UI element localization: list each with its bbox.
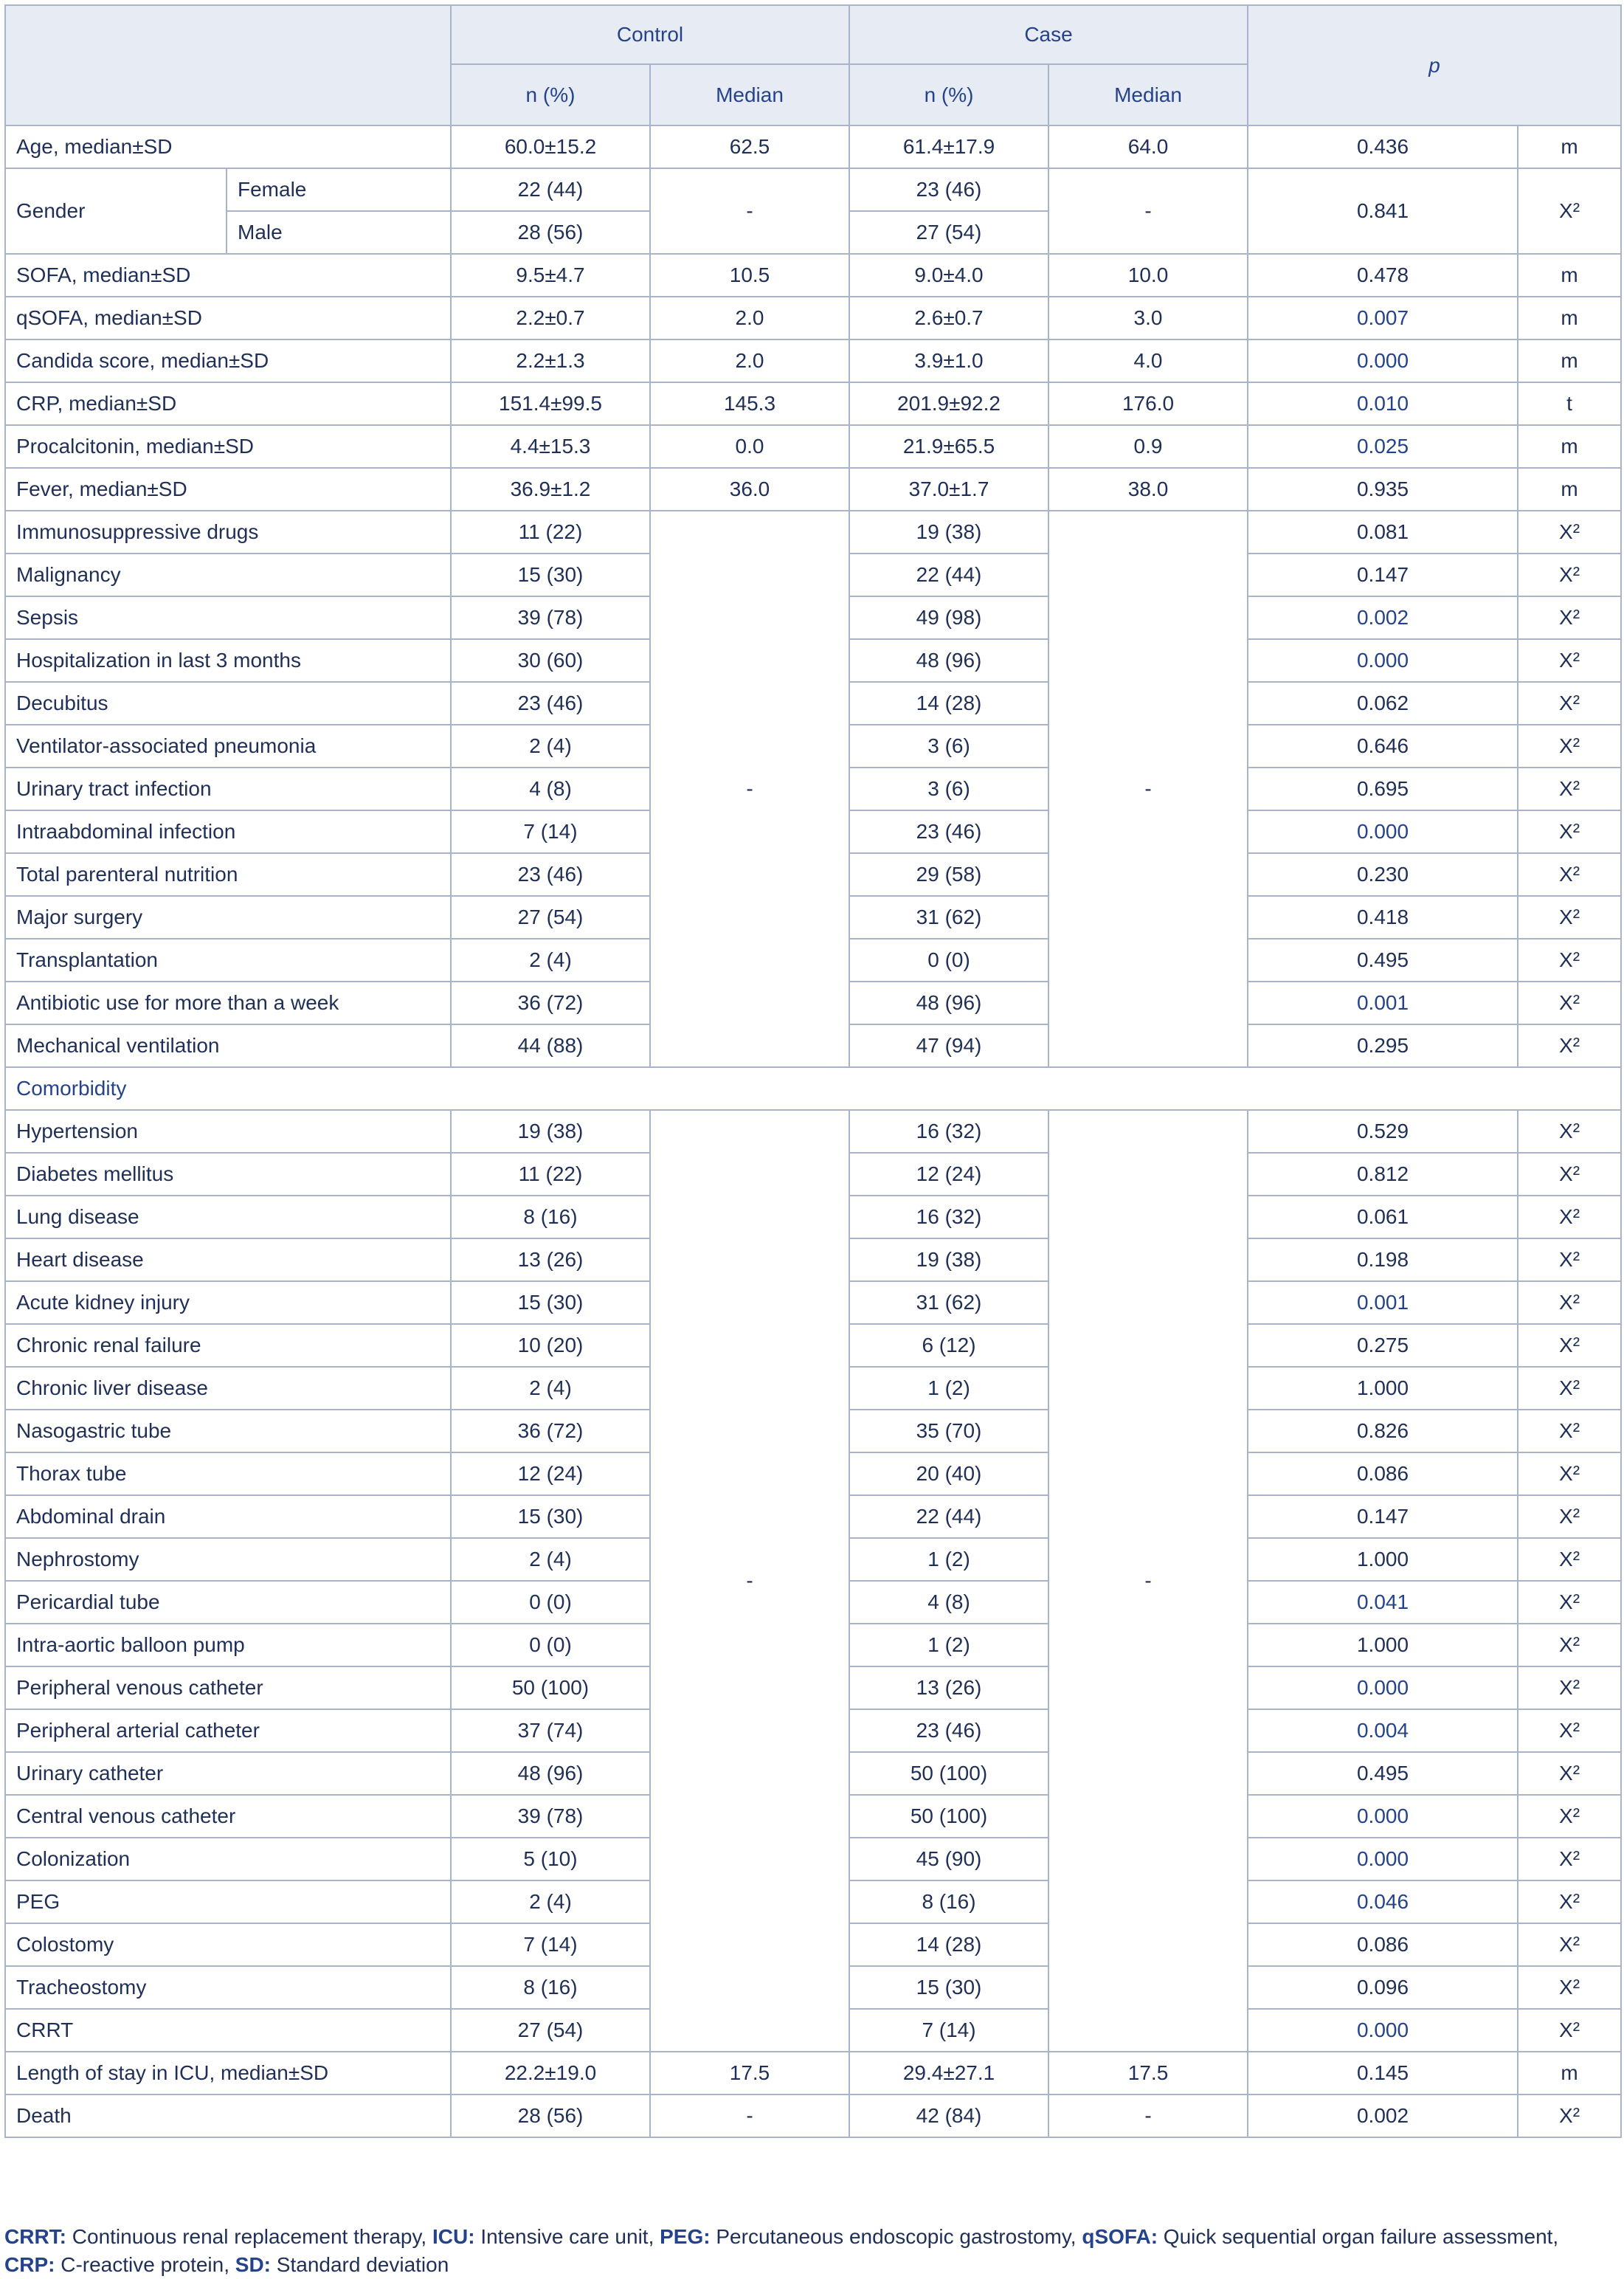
p-value: 0.230: [1248, 853, 1518, 896]
p-value: 0.295: [1248, 1024, 1518, 1067]
row-label: Peripheral arterial catheter: [5, 1709, 451, 1752]
table-row: [5, 339, 1621, 382]
case-n: 48 (96): [849, 982, 1048, 1024]
control-n: 2 (4): [451, 1880, 650, 1923]
control-n: 2.2±1.3: [451, 339, 650, 382]
table-row: [5, 382, 1621, 425]
row-label: Tracheostomy: [5, 1966, 451, 2009]
control-n: 8 (16): [451, 1966, 650, 2009]
case-n: 201.9±92.2: [849, 382, 1048, 425]
case-n: 20 (40): [849, 1452, 1048, 1495]
case-n: 50 (100): [849, 1795, 1048, 1838]
case-n: 3.9±1.0: [849, 339, 1048, 382]
p-value: 0.007: [1248, 297, 1518, 339]
footnote-text: Standard deviation: [271, 2253, 449, 2276]
control-median: 2.0: [650, 339, 849, 382]
p-value: 0.695: [1248, 768, 1518, 810]
test-type: X²: [1518, 1452, 1621, 1495]
row-label: Major surgery: [5, 896, 451, 939]
row-label: qSOFA, median±SD: [5, 297, 451, 339]
p-value: 0.478: [1248, 254, 1518, 297]
row-label: Nephrostomy: [5, 1538, 451, 1581]
row-label: Colostomy: [5, 1923, 451, 1966]
footnote: [4, 2223, 1620, 2279]
test-type: m: [1518, 339, 1621, 382]
control-n: 28 (56): [451, 2094, 650, 2137]
test-type: X²: [1518, 1795, 1621, 1838]
p-value: 0.096: [1248, 1966, 1518, 2009]
test-type: m: [1518, 468, 1621, 511]
case-n: 1 (2): [849, 1538, 1048, 1581]
case-n: 23 (46): [849, 1709, 1048, 1752]
header-case-median: Median: [1048, 64, 1248, 125]
row-label: Ventilator-associated pneumonia: [5, 725, 451, 768]
case-n: 16 (32): [849, 1110, 1048, 1153]
test-type: X²: [1518, 639, 1621, 682]
case-n: 45 (90): [849, 1838, 1048, 1880]
test-type: X²: [1518, 1196, 1621, 1238]
case-n: 23 (46): [849, 810, 1048, 853]
case-median: 64.0: [1048, 125, 1248, 168]
p-value: 0.812: [1248, 1153, 1518, 1196]
row-label: Colonization: [5, 1838, 451, 1880]
control-n: 151.4±99.5: [451, 382, 650, 425]
table-row: [5, 425, 1621, 468]
footnote-abbr: PEG:: [660, 2225, 711, 2248]
case-n: 47 (94): [849, 1024, 1048, 1067]
test-type: X²: [1518, 1666, 1621, 1709]
control-median: 17.5: [650, 2052, 849, 2094]
control-n: 39 (78): [451, 596, 650, 639]
control-median: 2.0: [650, 297, 849, 339]
test-type: X²: [1518, 939, 1621, 982]
gender-label: Gender: [5, 168, 227, 254]
control-n: 27 (54): [451, 896, 650, 939]
row-label: Intra-aortic balloon pump: [5, 1624, 451, 1666]
table-row: [5, 468, 1621, 511]
control-n: 44 (88): [451, 1024, 650, 1067]
p-value: 0.495: [1248, 1752, 1518, 1795]
row-label: Urinary catheter: [5, 1752, 451, 1795]
test-type: m: [1518, 2052, 1621, 2094]
case-n: 9.0±4.0: [849, 254, 1048, 297]
control-median: 62.5: [650, 125, 849, 168]
test-type: X²: [1518, 768, 1621, 810]
row-label: Sepsis: [5, 596, 451, 639]
control-n: 11 (22): [451, 1153, 650, 1196]
row-label: Thorax tube: [5, 1452, 451, 1495]
test-type: X²: [1518, 1966, 1621, 2009]
control-n: 2 (4): [451, 939, 650, 982]
case-n: 8 (16): [849, 1880, 1048, 1923]
case-median: 3.0: [1048, 297, 1248, 339]
p-value: 0.001: [1248, 1281, 1518, 1324]
control-median-merged: -: [650, 1110, 849, 2052]
p-value: 0.529: [1248, 1110, 1518, 1153]
p-value: 0.147: [1248, 554, 1518, 596]
test-type: X²: [1518, 1410, 1621, 1452]
p-value: 0.436: [1248, 125, 1518, 168]
p-value: 0.086: [1248, 1923, 1518, 1966]
header-control: Control: [451, 5, 849, 64]
control-n: 36 (72): [451, 1410, 650, 1452]
table-row: [5, 2052, 1621, 2094]
table-row: [5, 297, 1621, 339]
row-label: Abdominal drain: [5, 1495, 451, 1538]
header-case: Case: [849, 5, 1248, 64]
p-value: 0.000: [1248, 1666, 1518, 1709]
data-table: [4, 4, 1622, 2138]
test-type: X²: [1518, 1281, 1621, 1324]
case-n: 49 (98): [849, 596, 1048, 639]
control-n: 10 (20): [451, 1324, 650, 1367]
control-n: 8 (16): [451, 1196, 650, 1238]
case-n: 12 (24): [849, 1153, 1048, 1196]
row-label: Hypertension: [5, 1110, 451, 1153]
footnote-abbr: CRRT:: [4, 2225, 66, 2248]
p-value: 0.004: [1248, 1709, 1518, 1752]
control-n: 15 (30): [451, 1495, 650, 1538]
control-n: 30 (60): [451, 639, 650, 682]
row-label: Age, median±SD: [5, 125, 451, 168]
control-n: 50 (100): [451, 1666, 650, 1709]
row-label: Transplantation: [5, 939, 451, 982]
control-n: 60.0±15.2: [451, 125, 650, 168]
control-n: 5 (10): [451, 1838, 650, 1880]
case-n: 13 (26): [849, 1666, 1048, 1709]
row-label: Pericardial tube: [5, 1581, 451, 1624]
test-type: X²: [1518, 682, 1621, 725]
control-n: 27 (54): [451, 2009, 650, 2052]
p-value: 0.000: [1248, 810, 1518, 853]
test-type: m: [1518, 425, 1621, 468]
control-n: 11 (22): [451, 511, 650, 554]
row-label: Intraabdominal infection: [5, 810, 451, 853]
case-n: 35 (70): [849, 1410, 1048, 1452]
p-value: 0.000: [1248, 339, 1518, 382]
case-n: 0 (0): [849, 939, 1048, 982]
control-n: 0 (0): [451, 1581, 650, 1624]
p-value: 0.418: [1248, 896, 1518, 939]
row-label: Heart disease: [5, 1238, 451, 1281]
table-row: [5, 168, 1621, 211]
p-value: 0.062: [1248, 682, 1518, 725]
footnote-text: C-reactive protein,: [55, 2253, 235, 2276]
row-label: Malignancy: [5, 554, 451, 596]
test-type: X²: [1518, 896, 1621, 939]
row-label: Central venous catheter: [5, 1795, 451, 1838]
case-n: 23 (46): [849, 168, 1048, 211]
test-type: X²: [1518, 1238, 1621, 1281]
case-n: 1 (2): [849, 1367, 1048, 1410]
case-n: 29 (58): [849, 853, 1048, 896]
case-median: 17.5: [1048, 2052, 1248, 2094]
control-n: 22.2±19.0: [451, 2052, 650, 2094]
p-value: 0.198: [1248, 1238, 1518, 1281]
case-n: 16 (32): [849, 1196, 1048, 1238]
control-n: 39 (78): [451, 1795, 650, 1838]
case-n: 19 (38): [849, 511, 1048, 554]
row-label: Diabetes mellitus: [5, 1153, 451, 1196]
p-value: 0.646: [1248, 725, 1518, 768]
p-value: 0.826: [1248, 1410, 1518, 1452]
test-type: X²: [1518, 1709, 1621, 1752]
test-type: X²: [1518, 511, 1621, 554]
row-label: Total parenteral nutrition: [5, 853, 451, 896]
test-type: X²: [1518, 2094, 1621, 2137]
row-label: Procalcitonin, median±SD: [5, 425, 451, 468]
row-label: Lung disease: [5, 1196, 451, 1238]
p-value: 1.000: [1248, 1367, 1518, 1410]
p-value: 0.025: [1248, 425, 1518, 468]
row-label: CRP, median±SD: [5, 382, 451, 425]
footnote-abbr: CRP:: [4, 2253, 55, 2276]
test-type: X²: [1518, 1538, 1621, 1581]
case-n: 42 (84): [849, 2094, 1048, 2137]
control-n: 23 (46): [451, 853, 650, 896]
case-n: 21.9±65.5: [849, 425, 1048, 468]
test-type: X²: [1518, 554, 1621, 596]
row-label: Candida score, median±SD: [5, 339, 451, 382]
row-label: Hospitalization in last 3 months: [5, 639, 451, 682]
case-n: 6 (12): [849, 1324, 1048, 1367]
p-value: 0.002: [1248, 2094, 1518, 2137]
p-value: 0.145: [1248, 2052, 1518, 2094]
footnote-text: Continuous renal replacement therapy,: [66, 2225, 432, 2248]
control-n: 37 (74): [451, 1709, 650, 1752]
test-type: X²: [1518, 1110, 1621, 1153]
test-type: m: [1518, 125, 1621, 168]
control-n: 28 (56): [451, 211, 650, 254]
row-label: Immunosuppressive drugs: [5, 511, 451, 554]
section-comorbidity: Comorbidity: [5, 1067, 1621, 1110]
control-n: 2 (4): [451, 1538, 650, 1581]
control-median-merged: -: [650, 511, 849, 1067]
case-median: -: [1048, 2094, 1248, 2137]
case-n: 7 (14): [849, 2009, 1048, 2052]
case-median: 176.0: [1048, 382, 1248, 425]
table-row: [5, 511, 1621, 554]
row-label: Length of stay in ICU, median±SD: [5, 2052, 451, 2094]
control-n: 23 (46): [451, 682, 650, 725]
row-label: Urinary tract infection: [5, 768, 451, 810]
p-value: 0.495: [1248, 939, 1518, 982]
p-value: 0.002: [1248, 596, 1518, 639]
control-n: 36 (72): [451, 982, 650, 1024]
header-corner: [5, 5, 451, 125]
p-value: 0.010: [1248, 382, 1518, 425]
case-median: -: [1048, 168, 1248, 254]
case-n: 19 (38): [849, 1238, 1048, 1281]
test-type: X²: [1518, 596, 1621, 639]
table-body: [5, 125, 1621, 2137]
test-type: X²: [1518, 1367, 1621, 1410]
case-n: 31 (62): [849, 1281, 1048, 1324]
case-n: 29.4±27.1: [849, 2052, 1048, 2094]
p-value: 1.000: [1248, 1624, 1518, 1666]
case-median-merged: -: [1048, 1110, 1248, 2052]
case-n: 14 (28): [849, 1923, 1048, 1966]
case-n: 22 (44): [849, 1495, 1048, 1538]
test-type: X²: [1518, 1153, 1621, 1196]
control-median: -: [650, 168, 849, 254]
gender-female-label: Female: [227, 168, 451, 211]
control-n: 12 (24): [451, 1452, 650, 1495]
control-n: 15 (30): [451, 554, 650, 596]
table-row: [5, 1110, 1621, 1153]
control-n: 2.2±0.7: [451, 297, 650, 339]
p-value: 0.000: [1248, 2009, 1518, 2052]
control-n: 13 (26): [451, 1238, 650, 1281]
test-type: X²: [1518, 168, 1621, 254]
test-type: m: [1518, 254, 1621, 297]
case-n: 61.4±17.9: [849, 125, 1048, 168]
table-row: [5, 125, 1621, 168]
row-label: Antibiotic use for more than a week: [5, 982, 451, 1024]
test-type: X²: [1518, 2009, 1621, 2052]
table-row: [5, 254, 1621, 297]
case-median-merged: -: [1048, 511, 1248, 1067]
test-type: X²: [1518, 1838, 1621, 1880]
p-value: 0.001: [1248, 982, 1518, 1024]
control-n: 7 (14): [451, 810, 650, 853]
p-value: 0.275: [1248, 1324, 1518, 1367]
footnote-abbr: qSOFA:: [1082, 2225, 1158, 2248]
case-n: 48 (96): [849, 639, 1048, 682]
footnote-abbr: ICU:: [432, 2225, 475, 2248]
case-n: 27 (54): [849, 211, 1048, 254]
test-type: X²: [1518, 1024, 1621, 1067]
test-type: X²: [1518, 1581, 1621, 1624]
case-median: 38.0: [1048, 468, 1248, 511]
p-value: 0.000: [1248, 639, 1518, 682]
test-type: X²: [1518, 1923, 1621, 1966]
test-type: X²: [1518, 1495, 1621, 1538]
p-value: 0.061: [1248, 1196, 1518, 1238]
test-type: X²: [1518, 853, 1621, 896]
test-type: X²: [1518, 810, 1621, 853]
test-type: X²: [1518, 1324, 1621, 1367]
control-median: 10.5: [650, 254, 849, 297]
footnote-abbr: SD:: [235, 2253, 272, 2276]
control-median: 0.0: [650, 425, 849, 468]
control-n: 0 (0): [451, 1624, 650, 1666]
case-median: 10.0: [1048, 254, 1248, 297]
case-n: 4 (8): [849, 1581, 1048, 1624]
case-n: 50 (100): [849, 1752, 1048, 1795]
table-row: [5, 2094, 1621, 2137]
header-control-n: n (%): [451, 64, 650, 125]
p-value: 0.841: [1248, 168, 1518, 254]
p-value: 0.000: [1248, 1795, 1518, 1838]
row-label: PEG: [5, 1880, 451, 1923]
control-n: 7 (14): [451, 1923, 650, 1966]
row-label: Mechanical ventilation: [5, 1024, 451, 1067]
row-label: Chronic liver disease: [5, 1367, 451, 1410]
case-n: 15 (30): [849, 1966, 1048, 2009]
control-n: 2 (4): [451, 1367, 650, 1410]
case-n: 2.6±0.7: [849, 297, 1048, 339]
control-n: 4 (8): [451, 768, 650, 810]
test-type: t: [1518, 382, 1621, 425]
row-label: Nasogastric tube: [5, 1410, 451, 1452]
control-n: 19 (38): [451, 1110, 650, 1153]
control-median: 36.0: [650, 468, 849, 511]
table-row: [5, 1067, 1621, 1110]
footnote-text: Quick sequential organ failure assessment,: [1158, 2225, 1559, 2248]
control-median: 145.3: [650, 382, 849, 425]
test-type: m: [1518, 297, 1621, 339]
p-value: 0.935: [1248, 468, 1518, 511]
test-type: X²: [1518, 982, 1621, 1024]
footnote-text: Intensive care unit,: [474, 2225, 660, 2248]
p-value: 0.086: [1248, 1452, 1518, 1495]
control-n: 2 (4): [451, 725, 650, 768]
footnote-text: Percutaneous endoscopic gastrostomy,: [710, 2225, 1082, 2248]
test-type: X²: [1518, 1624, 1621, 1666]
control-n: 9.5±4.7: [451, 254, 650, 297]
header-case-n: n (%): [849, 64, 1048, 125]
control-n: 48 (96): [451, 1752, 650, 1795]
p-value: 0.000: [1248, 1838, 1518, 1880]
p-value: 0.046: [1248, 1880, 1518, 1923]
case-n: 3 (6): [849, 725, 1048, 768]
header-p: p: [1248, 5, 1621, 125]
row-label: Decubitus: [5, 682, 451, 725]
case-n: 1 (2): [849, 1624, 1048, 1666]
control-n: 22 (44): [451, 168, 650, 211]
row-label: Acute kidney injury: [5, 1281, 451, 1324]
row-label: Death: [5, 2094, 451, 2137]
case-median: 4.0: [1048, 339, 1248, 382]
control-n: 4.4±15.3: [451, 425, 650, 468]
test-type: X²: [1518, 725, 1621, 768]
p-value: 0.081: [1248, 511, 1518, 554]
case-n: 3 (6): [849, 768, 1048, 810]
p-value: 1.000: [1248, 1538, 1518, 1581]
case-n: 31 (62): [849, 896, 1048, 939]
case-n: 14 (28): [849, 682, 1048, 725]
case-n: 37.0±1.7: [849, 468, 1048, 511]
test-type: X²: [1518, 1880, 1621, 1923]
row-label: CRRT: [5, 2009, 451, 2052]
row-label: SOFA, median±SD: [5, 254, 451, 297]
p-value: 0.041: [1248, 1581, 1518, 1624]
case-n: 22 (44): [849, 554, 1048, 596]
test-type: X²: [1518, 1752, 1621, 1795]
row-label: Peripheral venous catheter: [5, 1666, 451, 1709]
control-n: 36.9±1.2: [451, 468, 650, 511]
case-median: 0.9: [1048, 425, 1248, 468]
p-value: 0.147: [1248, 1495, 1518, 1538]
gender-male-label: Male: [227, 211, 451, 254]
row-label: Chronic renal failure: [5, 1324, 451, 1367]
row-label: Fever, median±SD: [5, 468, 451, 511]
header-control-median: Median: [650, 64, 849, 125]
control-median: -: [650, 2094, 849, 2137]
control-n: 15 (30): [451, 1281, 650, 1324]
